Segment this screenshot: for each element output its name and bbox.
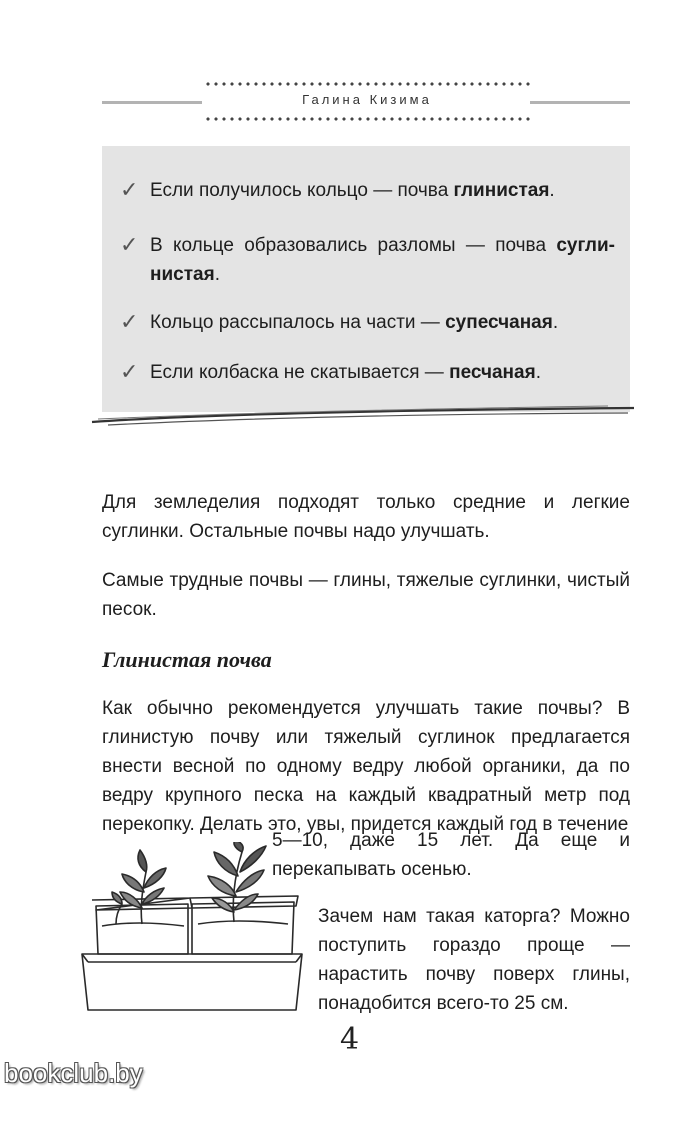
checkmark-icon: ✓ bbox=[120, 233, 139, 258]
running-head: Галина Кизима bbox=[302, 92, 432, 107]
header-dots-bottom bbox=[204, 117, 530, 121]
header-dots-top bbox=[204, 82, 530, 86]
brush-stroke-divider bbox=[88, 404, 638, 428]
checklist-panel bbox=[102, 146, 630, 412]
page-number: 4 bbox=[340, 1022, 360, 1057]
header-rule-left bbox=[102, 101, 202, 104]
paragraph: Самые трудные почвы — глины, тяжелые суглинки, чистый песок. bbox=[102, 570, 630, 620]
paragraph: Для земледелия подходят только средние и легкие суглинки. Остальные почвы надо улучшать. bbox=[102, 492, 630, 542]
checklist-text: Если колбаска не скатывается — bbox=[150, 362, 450, 383]
checkmark-icon: ✓ bbox=[120, 178, 139, 203]
watermark: bookclub.by bbox=[4, 1058, 143, 1088]
soil-type: сугли-нистая bbox=[150, 235, 615, 285]
checkmark-icon: ✓ bbox=[120, 360, 139, 385]
soil-type: песчаная bbox=[449, 362, 536, 383]
checklist-text: Если получилось кольцо — почва bbox=[150, 180, 454, 201]
checkmark-icon: ✓ bbox=[120, 310, 139, 335]
checklist-text: Кольцо рассыпалось на части — bbox=[150, 312, 446, 333]
checklist-text: В кольце образовались разломы — почва bbox=[150, 235, 557, 256]
checklist-item: ✓ Если получилось кольцо — почва глинистая. bbox=[120, 178, 555, 203]
soil-type: супесчаная bbox=[445, 312, 553, 333]
checklist-item: ✓ В кольце образовались разломы — почва сугли-нистая. bbox=[120, 233, 615, 285]
checklist-item: ✓ Кольцо рассыпалось на части — супесчаная. bbox=[120, 310, 559, 335]
soil-type: глинистая bbox=[453, 180, 550, 201]
seedling-tray-illustration bbox=[76, 842, 308, 1018]
paragraph: Зачем нам такая каторга? Можно поступить гораздо проще — нарастить почву поверх глины, понадобится всего-то 25 см. bbox=[318, 906, 630, 1014]
header-rule-right bbox=[530, 101, 630, 104]
section-heading: Глинистая почва bbox=[102, 647, 272, 672]
checklist-item: ✓ Если колбаска не скатывается — песчаная. bbox=[120, 360, 541, 385]
paragraph: Как обычно рекомендуется улучшать такие почвы? В глинистую почву или тяжелый суглинок предлагается внести весной по одному ведру любой органики, да по ведру крупного песка на каждый квадратный метр под перекопку. Делать это, увы, придется каждый год в течение bbox=[102, 698, 630, 835]
paragraph-continued: 5—10, даже 15 лет. Да еще и перекапывать осенью. bbox=[272, 830, 630, 880]
